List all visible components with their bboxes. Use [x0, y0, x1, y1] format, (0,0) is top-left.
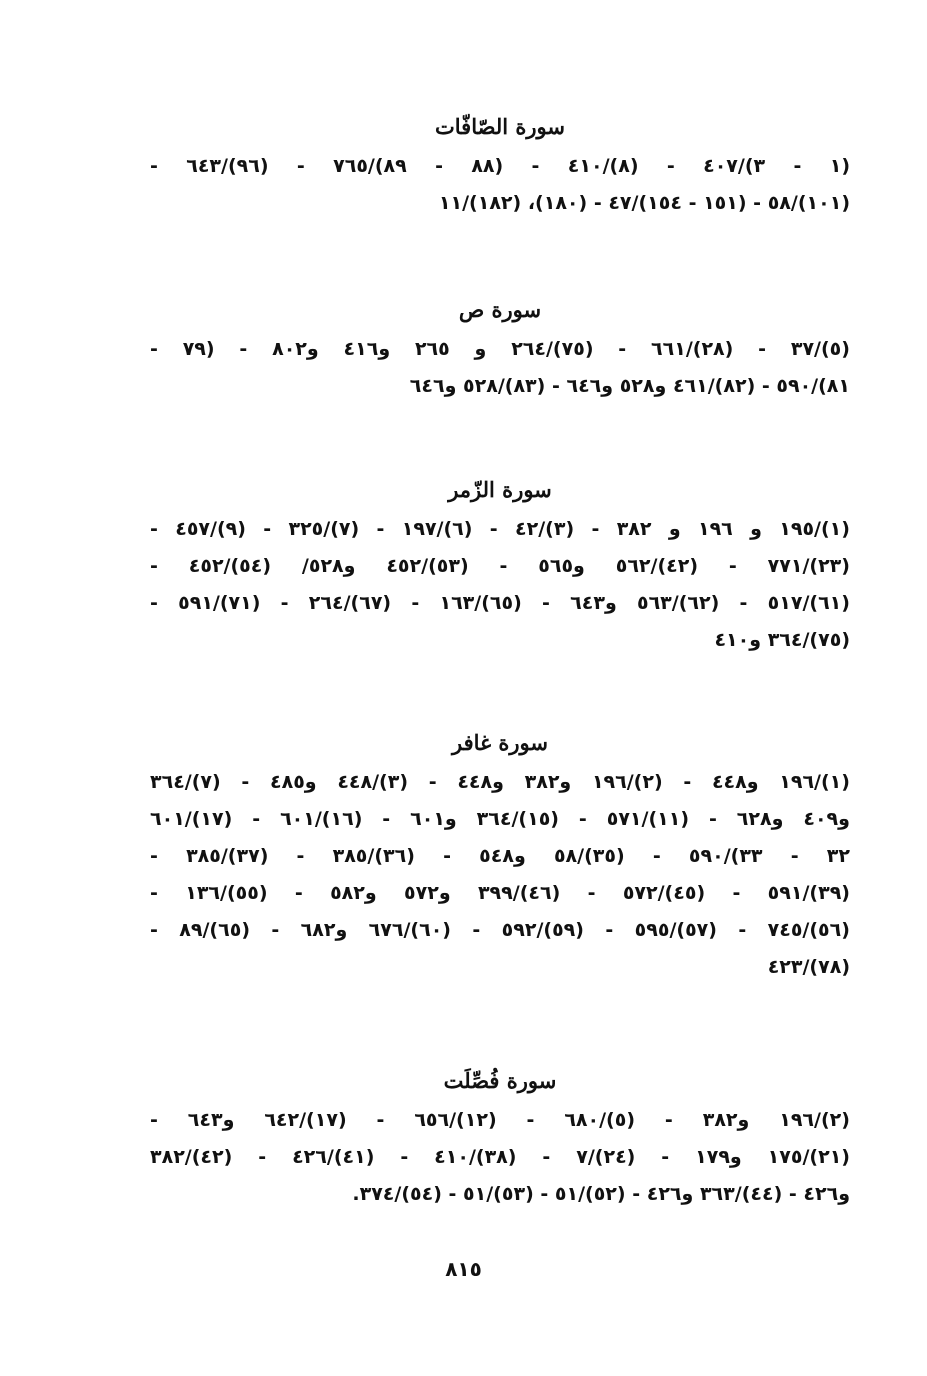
page-number: ٨١٥ — [445, 1257, 482, 1281]
reference-line: (١ - ٣)/٤٠٧ - (٨)/٤١٠ - (٨٨ - ٨٩)/٧٦٥ - (٩٦)/٦٤٣ - — [150, 155, 850, 177]
reference-line: (٧٨)/٤٢٣ — [767, 956, 850, 978]
section-title: سورة ص — [458, 297, 542, 322]
reference-line: ٨١)/٥٩٠ - (٨٢)/٤٦١ و٥٢٨ و٦٤٦ - (٨٣)/٥٢٨ و٦٤٦ — [409, 375, 850, 397]
reference-line: (١)/١٩٥ و ١٩٦ و ٣٨٢ - (٣)/٤٢ - (٦)/١٩٧ - (٧)/٣٢٥ - (٩)/٤٥٧ - — [150, 518, 850, 540]
section-title: سورة فُصِّلَت — [443, 1068, 557, 1093]
reference-line: (٧٥)/٣٦٤ و٤١٠ — [714, 629, 850, 651]
reference-line: و٤٠٩ و٦٢٨ - (١١)/٥٧١ - (١٥)/٣٦٤ و٦٠١ - (١٦)/٦٠١ - (١٧)/٦٠١ — [150, 808, 850, 830]
section-as-saffat — [150, 112, 850, 222]
section-fussilat — [150, 1066, 850, 1213]
reference-line: (٣٩)/٥٩١ - (٤٥)/٥٧٢ - (٤٦)/٣٩٩ و٥٧٢ و٥٨٢ - (٥٥)/١٣٦ - — [150, 882, 850, 904]
reference-line: (١)/١٩٦ و٤٤٨ - (٢)/١٩٦ و٣٨٢ و٤٤٨ - (٣)/٤٤٨ و٤٨٥ - (٧)/٣٦٤ — [150, 771, 850, 793]
reference-line: (٢٣)/٧٧١ - (٤٢)/٥٦٢ و٥٦٥ - (٥٣)/٤٥٢ و٥٢٨/ (٥٤)/٤٥٢ - — [150, 555, 850, 577]
section-title: سورة الزّمر — [448, 477, 552, 502]
reference-line: (٢١)/١٧٥ و١٧٩ - (٢٤)/٧ - (٣٨)/٤١٠ - (٤١)/٤٢٦ - (٤٢)/٣٨٢ — [150, 1146, 850, 1168]
reference-line: و٤٢٦ - (٤٤)/٣٦٣ و٤٢٦ - (٥٢)/٥١ - (٥٣)/٥١ - (٥٤)/٣٧٤. — [352, 1183, 850, 1205]
reference-line: (٥٦)/٧٤٥ - (٥٧)/٥٩٥ - (٥٩)/٥٩٢ - (٦٠)/٦٧٦ و٦٨٢ - (٦٥)/٨٩ - — [150, 919, 850, 941]
reference-line: ٣٢ - ٣٣)/٥٩٠ - (٣٥)/٥٨ و٥٤٨ - (٣٦)/٣٨٥ - (٣٧)/٣٨٥ - — [150, 845, 850, 867]
reference-line: (١٠١)/٥٨ - (١٥١ - ١٥٤)/٤٧ - (١٨٠)، (١٨٢)/١١ — [438, 192, 850, 214]
section-az-zumar — [150, 475, 850, 659]
section-ghafir — [150, 728, 850, 986]
section-title: سورة غافر — [452, 730, 548, 755]
reference-line: (٢)/١٩٦ و٣٨٢ - (٥)/٦٨٠ - (١٢)/٦٥٦ - (١٧)/٦٤٢ و٦٤٣ - — [150, 1109, 850, 1131]
section-sad — [150, 295, 850, 405]
reference-line: (٥)/٣٧ - (٢٨)/٦٦١ - (٧٥)/٢٦٤ و ٢٦٥ و٤١٦ و٨٠٢ - (٧٩ - — [150, 338, 850, 360]
reference-line: (٦١)/٥١٧ - (٦٢)/٥٦٣ و٦٤٣ - (٦٥)/١٦٣ - (٦٧)/٢٦٤ - (٧١)/٥٩١ - — [150, 592, 850, 614]
section-title: سورة الصّافّات — [435, 114, 565, 139]
